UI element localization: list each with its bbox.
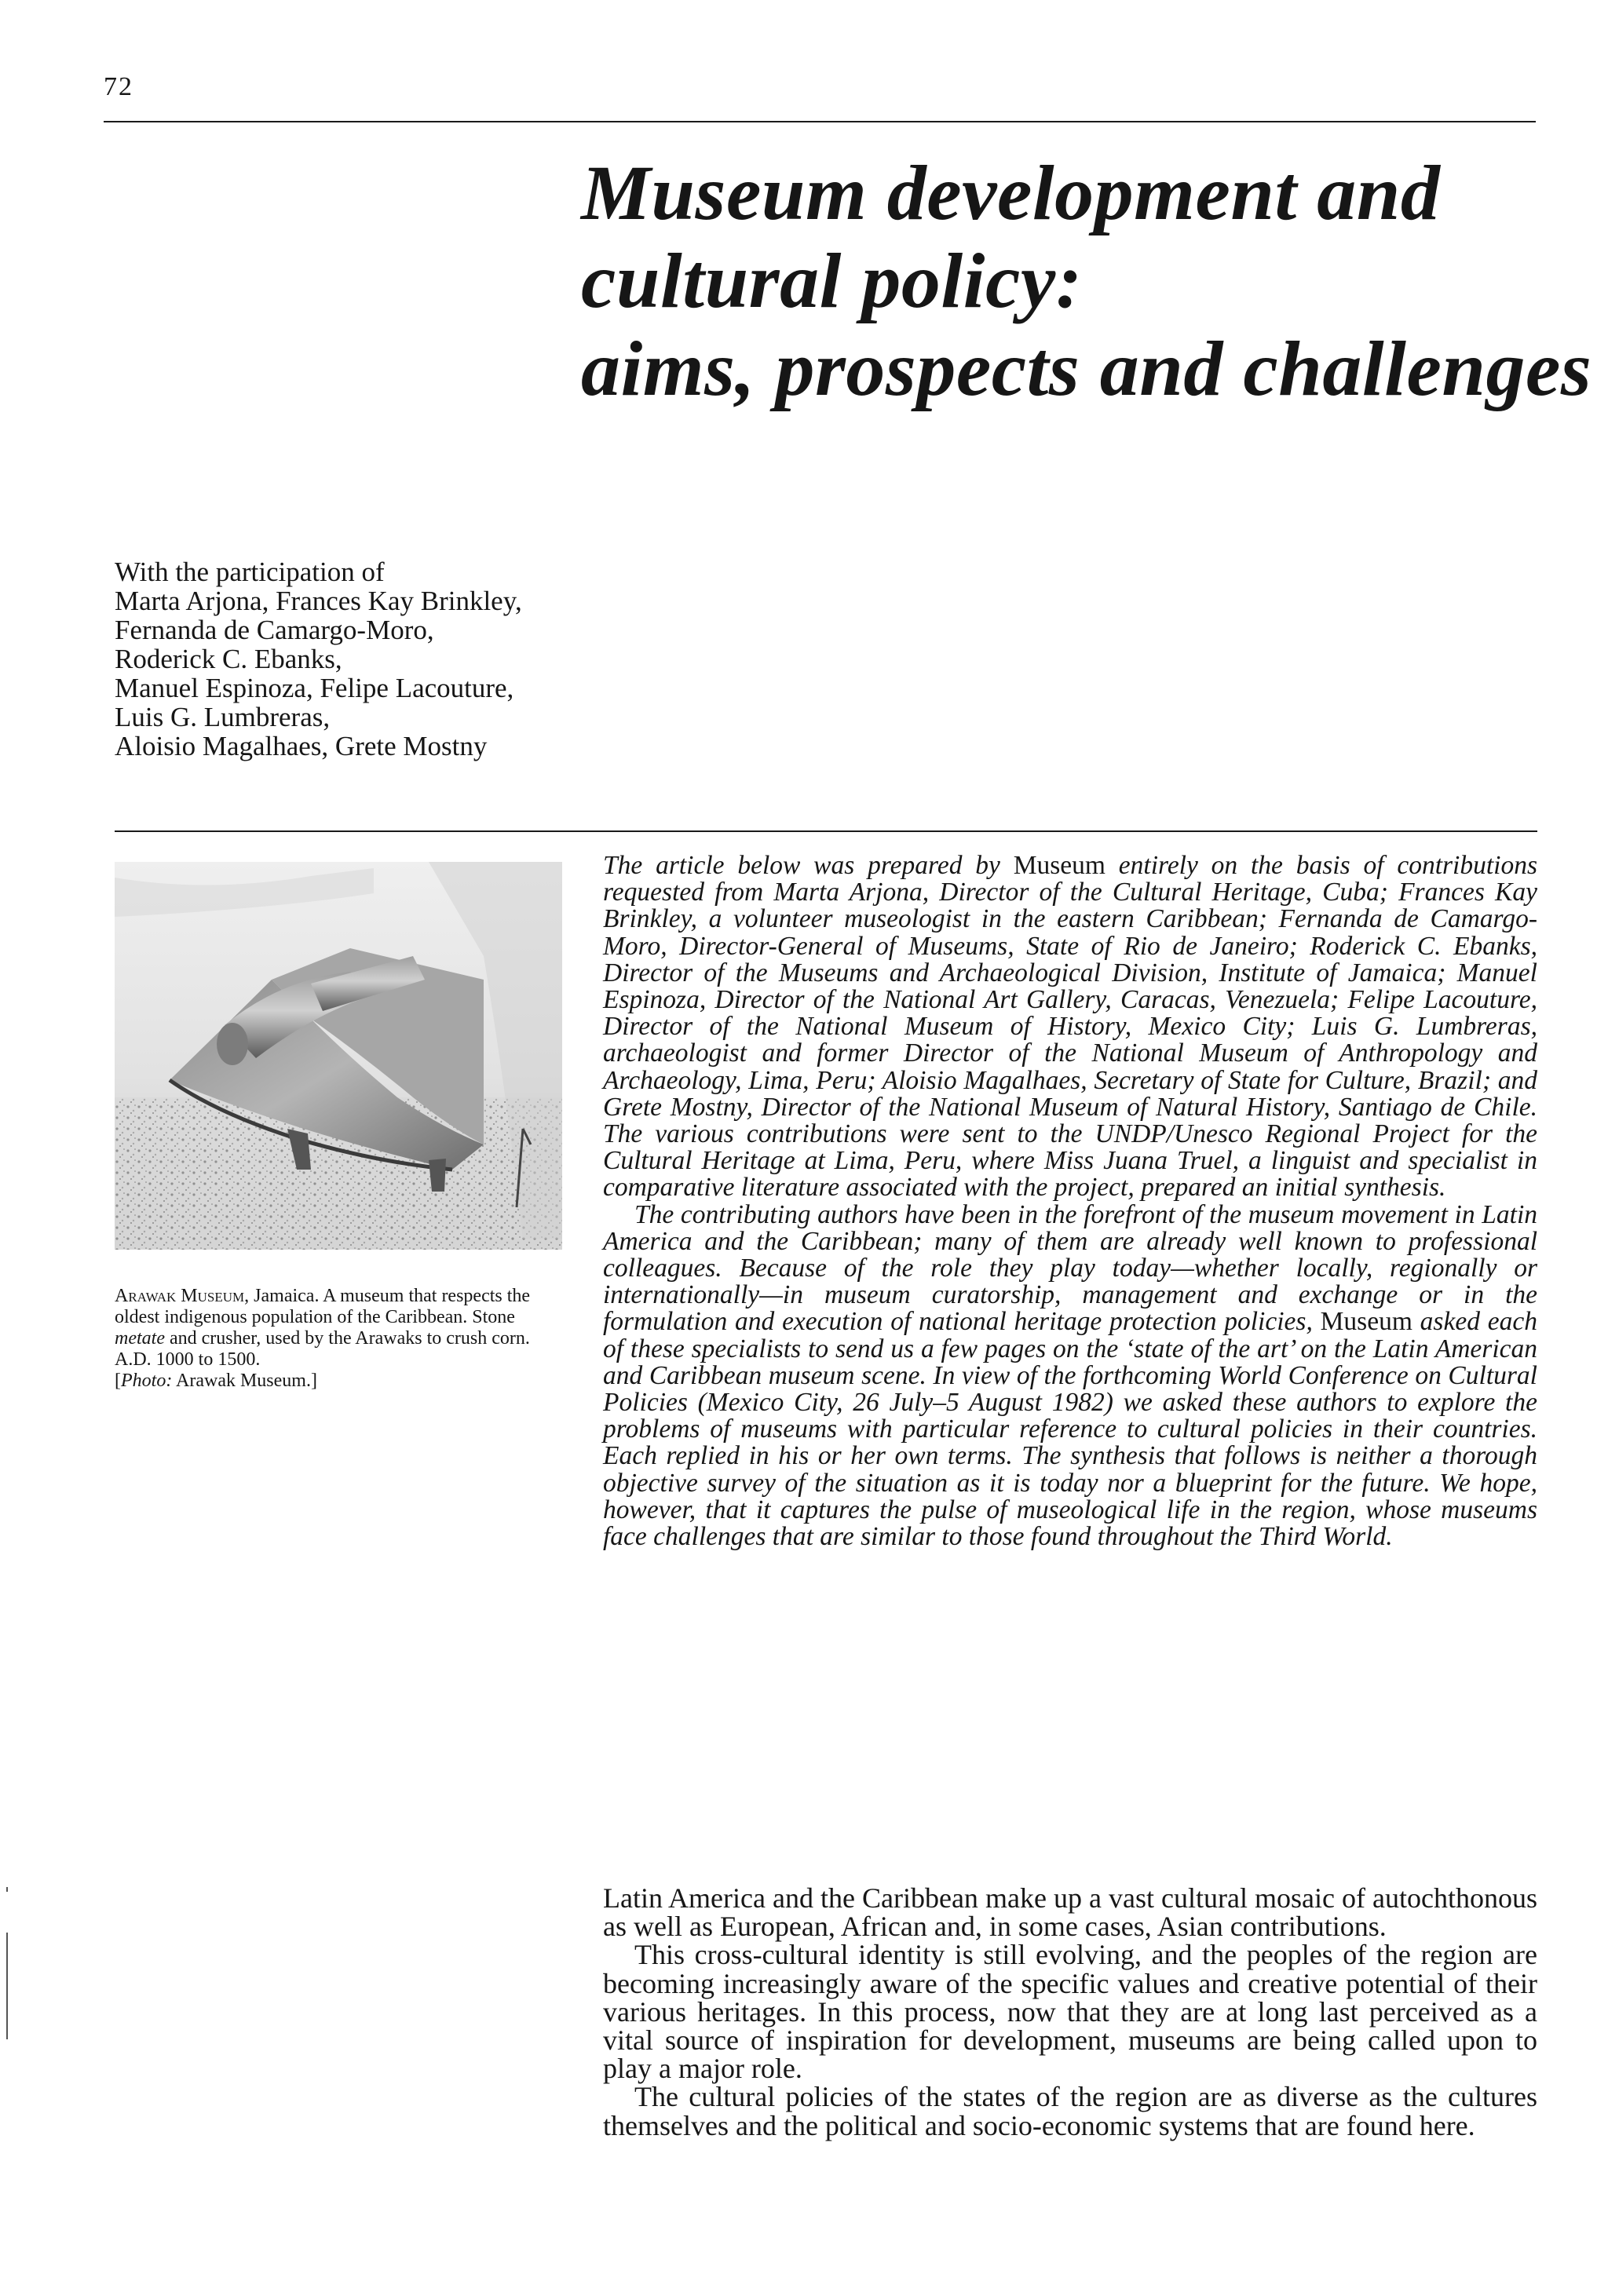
intro-text: asked each of these specialists to send us a few pages on the ‘state of the art’ on the Latin American and Caribbean museum scene. In view of the forthcoming World Conference on Cultural Policies (Mexico City, 26 July–5 August 1982) we asked these authors to explore the problems of museums with particular reference to cultural policies in their countries. Each replied in his or her own terms. The synthesis that follows is neither a thorough objective survey of the situation as it is today nor a blueprint for the future. We hope, however, that it captures the pulse of museological life in the region, whose museums face challenges that are similar to those found throughout the Third World. — [603, 1307, 1537, 1552]
intro-text: The article below was prepared by — [603, 851, 1014, 880]
title-line-3: aims, prospects and challenges — [581, 325, 1592, 412]
intro-paragraph — [603, 852, 1537, 1202]
participants-line: With the participation of — [115, 557, 385, 587]
caption-date: A.D. 1000 to 1500. — [115, 1349, 261, 1370]
article-body — [603, 1884, 1537, 2140]
caption-photo-credit: Arawak Museum.] — [172, 1371, 317, 1391]
section-rule — [115, 830, 1537, 832]
museum-journal-name: Museum — [1013, 851, 1106, 880]
participants-list — [115, 557, 711, 761]
museum-journal-name: Museum — [1320, 1307, 1412, 1337]
caption-museum-name: Arawak Museum — [115, 1286, 245, 1306]
participants-line: Manuel Espinoza, Felipe Lacouture, — [115, 673, 514, 703]
title-line-1: Museum development and — [581, 149, 1441, 236]
margin-mark — [6, 1887, 8, 1892]
header-rule — [104, 121, 1536, 122]
body-paragraph: This cross-cultural identity is still evolving, and the peoples of the region are becoming increasingly aware of the specific values and creative potential of their various heritages. In this process, now that they are at long last perceived as a vital source of inspiration for development, museums are being called upon to play a major role. — [603, 1939, 1537, 2085]
body-paragraph: The cultural policies of the states of the region are as diverse as the cultures themselves and the political and socio-economic systems that are found here. — [603, 2081, 1537, 2141]
intro-text: entirely on the basis of contributions requested from Marta Arjona, Director of the Cultural Heritage, Cuba; Frances Kay Brinkley, a volunteer museologist in the eastern Caribbean; Fernanda de Camargo-Moro, Director-General of Museums, State of Rio de Janeiro; Roderick C. Ebanks, Director of the Museums and Archaeological Division, Institute of Jamaica; Manuel Espinoza, Director of the National Art Gallery, Caracas, Venezuela; Felipe Lacouture, Director of the National Museum of History, Mexico City; Luis G. Lumbreras, archaeologist and former Director of the National Museum of Anthropology and Archaeology, Lima, Peru; Aloisio Magalhaes, Secretary of State for Culture, Brazil; and Grete Mostny, Director of the National Museum of Natural History, Santiago de Chile. The various contributions were sent to the UNDP/Unesco Regional Project for the Cultural Heritage at Lima, Peru, where Miss Juana Truel, a linguist and specialist in comparative literature associated with the project, prepared an initial synthesis. — [603, 851, 1537, 1203]
margin-mark — [6, 1933, 8, 2039]
body-paragraph: Latin America and the Caribbean make up a vast cultural mosaic of autochthonous as well as European, African and, in some cases, Asian contributions. — [603, 1882, 1537, 1943]
participants-line: Aloisio Magalhaes, Grete Mostny — [115, 731, 488, 761]
metate-photograph — [115, 862, 562, 1250]
intro-text: The contributing authors have been in the forefront of the museum movement in Latin America and the Caribbean; many of them are already well known to professional colleagues. Because of the role they play today—whether locally, regionally or internationally—in museum curatorship, management and exchange or in the formulation and execution of national heritage protection policies, — [603, 1199, 1537, 1337]
participants-line: Fernanda de Camargo-Moro, — [115, 615, 434, 645]
participants-line: Roderick C. Ebanks, — [115, 644, 342, 674]
caption-italic-term: metate — [115, 1328, 165, 1349]
caption-bracket: [ — [115, 1371, 121, 1391]
title-line-2: cultural policy: — [581, 237, 1083, 324]
article-title — [581, 149, 1592, 413]
figure-caption — [115, 1286, 562, 1392]
caption-photo-label: Photo: — [121, 1371, 173, 1391]
page-number: 72 — [104, 72, 133, 101]
participants-line: Luis G. Lumbreras, — [115, 702, 331, 732]
intro-paragraph — [603, 1199, 1537, 1552]
participants-line: Marta Arjona, Frances Kay Brinkley, — [115, 586, 522, 616]
caption-text: , Jamaica. A museum that respects the oldest indigenous population of the Caribbean. Stone — [115, 1286, 531, 1327]
editorial-introduction — [603, 852, 1537, 1550]
caption-text: and crusher, used by the Arawaks to crush corn. — [164, 1328, 530, 1349]
